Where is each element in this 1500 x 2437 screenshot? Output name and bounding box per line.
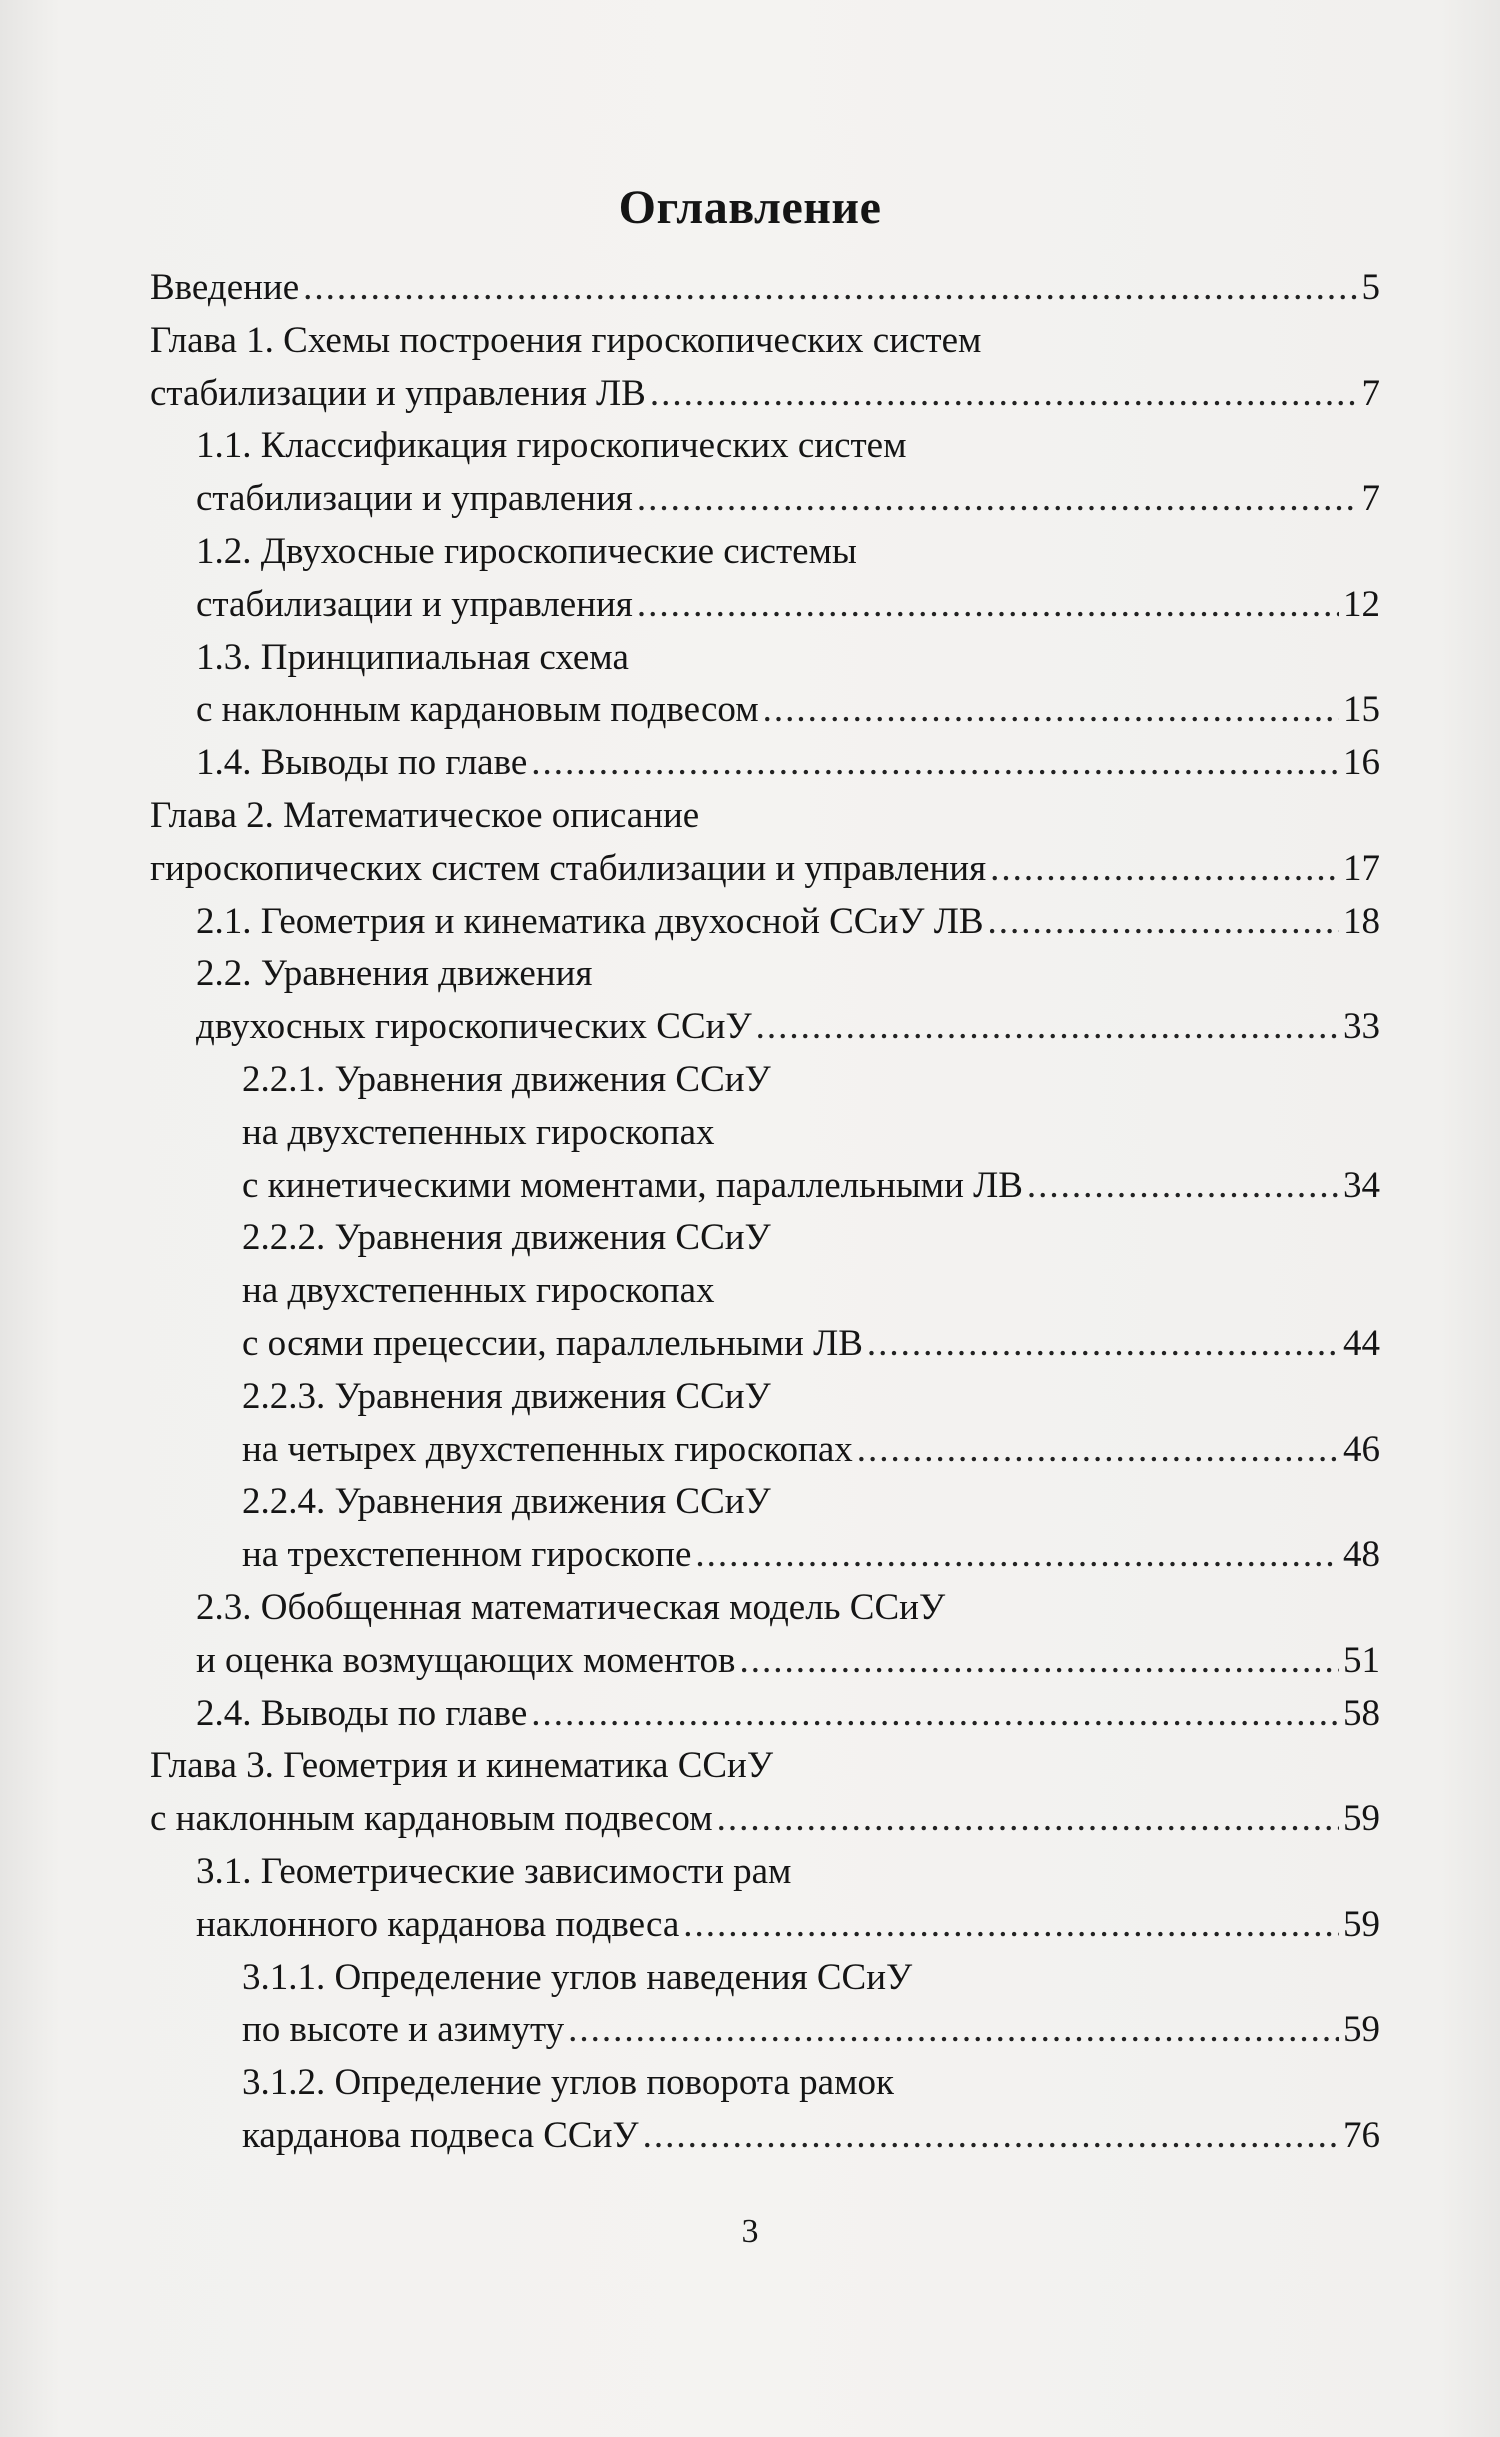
toc-entry [150, 2057, 1380, 2163]
page-number: 3 [741, 2213, 759, 2250]
toc-entry-last-line [196, 1001, 1380, 1054]
dot-leader [531, 1688, 1339, 1741]
toc-entry-last-line [196, 684, 1380, 737]
toc-entry-title-line: стабилизации и управления [196, 478, 633, 520]
dot-leader [303, 262, 1357, 315]
toc-entry-title-line: Глава 1. Схемы построения гироскопических систем [150, 319, 982, 361]
toc-entry-title-line: 3.1.1. Определение углов наведения ССиУ [242, 1956, 913, 1998]
toc-entry-page-number: 59 [1343, 1903, 1380, 1945]
toc-entry-title-line: на двухстепенных гироскопах [242, 1111, 715, 1153]
toc-entry [150, 1846, 1380, 1952]
toc-entry-title-line: Введение [150, 267, 300, 308]
toc-entry-title-line: на трехстепенном гироскопе [242, 1534, 692, 1576]
dot-leader [1027, 1160, 1339, 1213]
toc-entry-title-line: наклонного карданова подвеса [196, 1903, 680, 1945]
toc-entry [150, 1371, 1380, 1477]
toc-entry-title-line: 3.1. Геометрические зависимости рам [196, 1850, 792, 1892]
toc-entry-title-line: стабилизации и управления [196, 583, 633, 625]
toc-entry [150, 420, 1380, 526]
toc-entry [150, 262, 1380, 315]
toc-entry-title-line: 1.3. Принципиальная схема [196, 636, 629, 678]
dot-leader [857, 1424, 1339, 1477]
toc-entry-page-number: 46 [1343, 1428, 1380, 1470]
toc-entry-title-line: 2.2.4. Уравнения движения ССиУ [242, 1481, 771, 1523]
dot-leader [739, 1635, 1339, 1688]
toc-entry-page-number: 15 [1343, 689, 1380, 731]
toc-entry-last-line [196, 737, 1380, 790]
toc-entry-page-number: 12 [1343, 583, 1380, 625]
toc-entry-title-line: стабилизации и управления ЛВ [150, 372, 646, 414]
toc-entry-title-line: с кинетическими моментами, параллельными ЛВ [242, 1164, 1023, 1206]
dot-leader [990, 843, 1339, 896]
toc-entry-last-line [150, 843, 1380, 896]
toc-entry [150, 1582, 1380, 1688]
toc-entry [150, 632, 1380, 738]
toc-entry-title-line: 3.1.2. Определение углов поворота рамок [242, 2062, 894, 2104]
toc-entry-page-number: 34 [1343, 1164, 1380, 1206]
toc-entry-title-line: 2.1. Геометрия и кинематика двухосной ССиУ ЛВ [196, 900, 984, 942]
toc-entry-page-number: 7 [1361, 372, 1380, 414]
toc-entry-last-line [196, 1688, 1380, 1741]
toc-entry [150, 526, 1380, 632]
toc-entry-last-line [150, 1793, 1380, 1846]
toc-entry-last-line [196, 473, 1380, 526]
toc-entry [150, 315, 1380, 421]
toc-entry-page-number: 16 [1343, 742, 1380, 784]
toc-entry-title-line: двухосных гироскопических ССиУ [196, 1006, 752, 1048]
toc-entry-page-number: 59 [1343, 2009, 1380, 2051]
toc-entry-title-line: гироскопических систем стабилизации и управления [150, 847, 987, 889]
dot-leader [756, 1001, 1339, 1054]
dot-leader [763, 684, 1339, 737]
dot-leader [695, 1529, 1339, 1582]
dot-leader [650, 368, 1358, 421]
toc-entry-last-line [242, 1160, 1380, 1213]
dot-leader [988, 896, 1340, 949]
toc-entry-title-line: Глава 3. Геометрия и кинематика ССиУ [150, 1745, 774, 1787]
toc-entry-page-number: 44 [1343, 1322, 1380, 1364]
toc-entry-title-line: 2.4. Выводы по главе [196, 1692, 528, 1734]
toc-entry-title-line: 2.2.3. Уравнения движения ССиУ [242, 1375, 771, 1417]
toc-entry-page-number: 76 [1343, 2114, 1380, 2156]
toc-entry-title-line: с наклонным кардановым подвесом [150, 1798, 713, 1840]
toc-entry [150, 1688, 1380, 1741]
toc-entry-last-line [196, 1899, 1380, 1952]
toc-entry [150, 948, 1380, 1054]
toc-entry [150, 1740, 1380, 1846]
toc-entry-title-line: на двухстепенных гироскопах [242, 1270, 715, 1312]
toc-entry-page-number: 59 [1343, 1798, 1380, 1840]
dot-leader [867, 1318, 1339, 1371]
toc-entry-title-line: 1.2. Двухосные гироскопические системы [196, 530, 857, 572]
toc-entry-page-number: 18 [1343, 900, 1380, 942]
dot-leader [643, 2110, 1339, 2163]
toc-entry-page-number: 7 [1361, 478, 1380, 520]
toc-entry-title-line: 2.2.2. Уравнения движения ССиУ [242, 1217, 771, 1259]
dot-leader [637, 473, 1358, 526]
table-of-contents [150, 262, 1380, 2163]
toc-entry-title-line: 2.3. Обобщенная математическая модель ССиУ [196, 1586, 946, 1628]
toc-entry-title-line: на четырех двухстепенных гироскопах [242, 1428, 853, 1470]
toc-entry-last-line [242, 1424, 1380, 1477]
toc-entry-title-line: с наклонным кардановым подвесом [196, 689, 759, 731]
toc-entry-title-line: 2.2.1. Уравнения движения ССиУ [242, 1058, 771, 1100]
toc-entry-last-line [242, 2004, 1380, 2057]
toc-entry-last-line [196, 579, 1380, 632]
toc-entry-last-line [242, 1529, 1380, 1582]
toc-entry-page-number: 48 [1343, 1534, 1380, 1576]
toc-entry-title-line: и оценка возмущающих моментов [196, 1639, 736, 1681]
page-title: Оглавление [618, 181, 882, 234]
toc-entry [150, 1212, 1380, 1370]
toc-entry-last-line [150, 368, 1380, 421]
toc-entry-page-number: 33 [1343, 1006, 1380, 1048]
toc-entry [150, 1952, 1380, 2058]
toc-entry-page-number: 51 [1343, 1639, 1380, 1681]
toc-entry-title-line: 2.2. Уравнения движения [196, 953, 593, 995]
toc-entry-title-line: Глава 2. Математическое описание [150, 794, 700, 836]
toc-entry-page-number: 58 [1343, 1692, 1380, 1734]
toc-entry [150, 790, 1380, 896]
toc-entry-last-line [242, 1318, 1380, 1371]
toc-entry [150, 1476, 1380, 1582]
toc-entry-title-line: с осями прецессии, параллельными ЛВ [242, 1322, 863, 1364]
dot-leader [683, 1899, 1339, 1952]
toc-entry-last-line [150, 262, 1380, 315]
dot-leader [531, 737, 1339, 790]
toc-entry-last-line [242, 2110, 1380, 2163]
toc-entry-last-line [196, 1635, 1380, 1688]
toc-entry-page-number: 17 [1343, 847, 1380, 889]
toc-entry-last-line [196, 896, 1380, 949]
toc-entry-page-number: 5 [1361, 267, 1380, 308]
toc-entry [150, 737, 1380, 790]
dot-leader [568, 2004, 1339, 2057]
toc-entry [150, 896, 1380, 949]
dot-leader [717, 1793, 1339, 1846]
toc-entry-title-line: 1.4. Выводы по главе [196, 742, 528, 784]
toc-entry-title-line: карданова подвеса ССиУ [242, 2114, 639, 2156]
toc-entry [150, 1054, 1380, 1212]
dot-leader [637, 579, 1339, 632]
toc-entry-title-line: по высоте и азимуту [242, 2009, 565, 2051]
toc-entry-title-line: 1.1. Классификация гироскопических систем [196, 425, 907, 467]
